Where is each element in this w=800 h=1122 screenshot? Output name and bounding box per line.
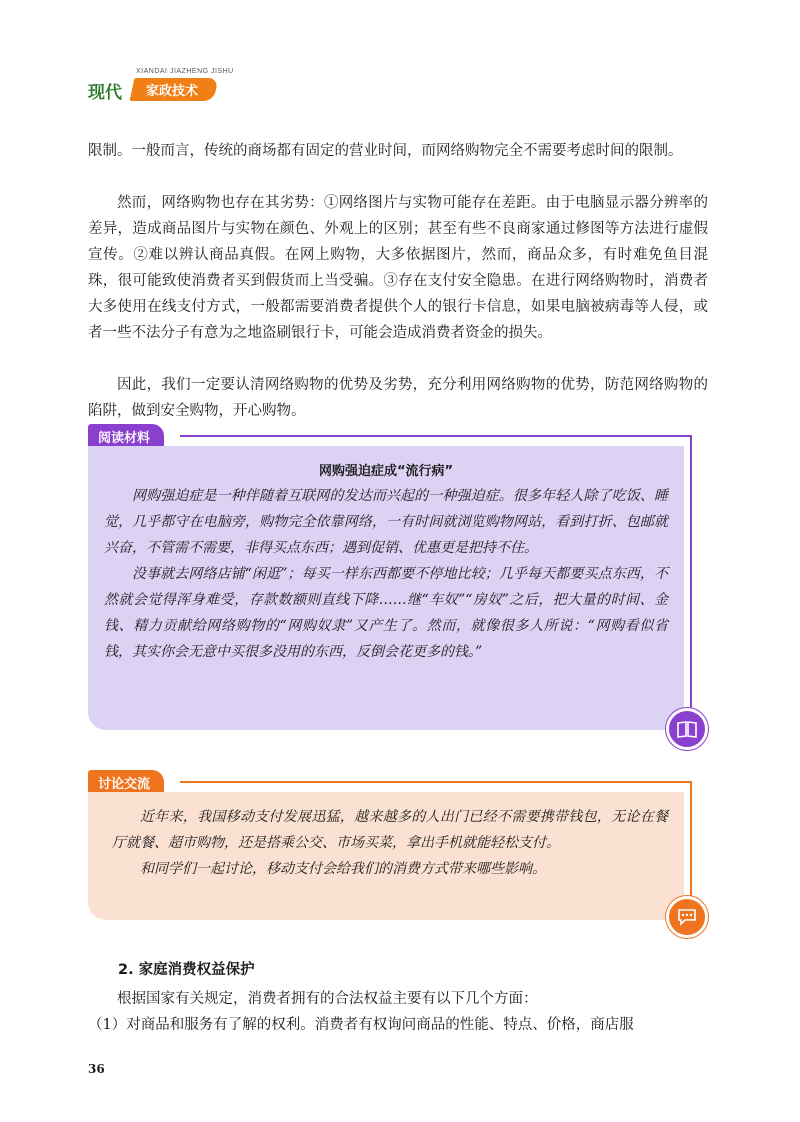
section-paragraph-2: （1）对商品和服务有了解的权利。消费者有权询问商品的性能、特点、价格，商店服	[88, 1017, 634, 1033]
chat-icon	[666, 896, 708, 938]
book-icon	[666, 708, 708, 750]
header-label-left: 现代	[88, 83, 122, 103]
reading-right-border	[690, 435, 692, 715]
reading-box	[88, 446, 684, 730]
reading-title: 网购强迫症成“流行病”	[318, 464, 454, 479]
section-paragraph-1: 根据国家有关规定，消费者拥有的合法权益主要有以下几个方面：	[117, 991, 538, 1007]
header-label-tag	[130, 78, 219, 101]
reading-paragraph-2: 没事就去网络店铺“闲逛”；每买一样东西都要不停地比较；几乎每天都要买点东西，不然就会觉得浑身难受，存款数额则直线下降……继“车奴”“房奴”之后，把大量的时间、金钱、精力贡献给网络购物的“网购奴隶”又产生了。然而，就像很多人所说：“网购看似省钱，其实你会无意中买很多没用的东西，反倒会花更多的钱。”	[104, 566, 668, 660]
reading-paragraph-1: 网购强迫症是一种伴随着互联网的发达而兴起的一种强迫症。很多年轻人除了吃饭、睡觉，几乎都守在电脑旁，购物完全依靠网络，一有时间就浏览购物网站，看到打折、包邮就兴奋，不管需不需要，非得买点东西；遇到促销、优惠更是把持不住。	[104, 488, 668, 556]
header-label-right: 家政技术	[146, 84, 199, 99]
discussion-paragraph-1: 近年来，我国移动支付发展迅猛，越来越多的人出门已经不需要携带钱包，无论在餐厅就餐、超市购物，还是搭乘公交、市场买菜，拿出手机就能轻松支付。	[112, 809, 668, 851]
header-subtitle: XIANDAI JIAZHENG JISHU	[136, 68, 234, 75]
reading-tab: 阅读材料	[88, 424, 164, 449]
discussion-right-border	[690, 781, 692, 901]
body-paragraph-1: 限制。一般而言，传统的商场都有固定的营业时间，而网络购物完全不需要考虑时间的限制。	[88, 143, 683, 159]
section-title: 2. 家庭消费权益保护	[118, 962, 255, 978]
book-icon-svg	[677, 720, 697, 738]
chat-icon-svg	[677, 908, 697, 926]
discussion-tab: 讨论交流	[88, 770, 164, 795]
discussion-top-border	[180, 781, 692, 783]
body-paragraph-2: 然而，网络购物也存在其劣势：①网络图片与实物可能存在差距。由于电脑显示器分辨率的差异，造成商品图片与实物在颜色、外观上的区别；甚至有些不良商家通过修图等方法进行虚假宣传。②难以辨认商品真假。在网上购物，大多依据图片，然而，商品众多，有时难免鱼目混珠，很可能致使消费者买到假货而上当受骗。③存在支付安全隐患。在进行网络购物时，消费者大多使用在线支付方式，一般都需要消费者提供个人的银行卡信息，如果电脑被病毒等人侵，或者一些不法分子有意为之地盗刷银行卡，可能会造成消费者资金的损失。	[88, 195, 708, 341]
body-paragraph-3: 因此，我们一定要认清网络购物的优势及劣势，充分利用网络购物的优势，防范网络购物的陷阱，做到安全购物，开心购物。	[88, 377, 708, 419]
page-header	[88, 68, 288, 108]
page-number: 36	[88, 1062, 105, 1076]
discussion-box	[88, 792, 684, 920]
discussion-paragraph-2: 和同学们一起讨论，移动支付会给我们的消费方式带来哪些影响。	[140, 861, 546, 877]
reading-top-border	[180, 435, 692, 437]
